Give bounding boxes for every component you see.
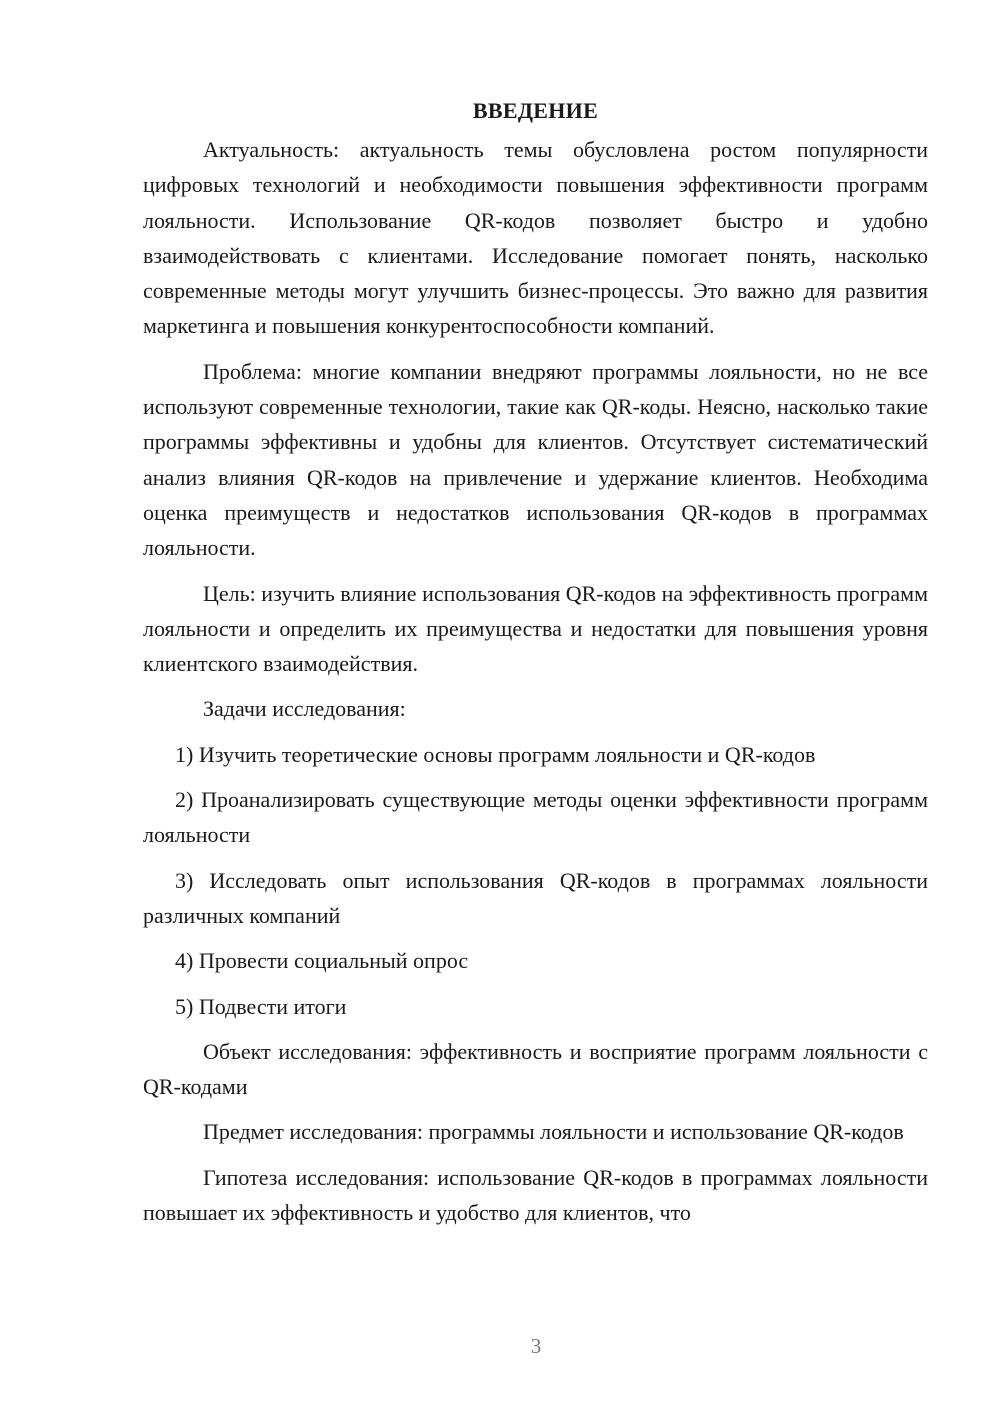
paragraph-subject: Предмет исследования: программы лояльности и использование QR-кодов	[203, 1119, 904, 1145]
paragraph-relevance: Актуальность: актуальность темы обусловлена ростом популярности цифровых технологий и необходимости повышения эффективности программ лояльности. Использование QR-кодов позволяет быстро и удобно взаимодействовать с клиентами. Исследование помогает понять, насколько современные методы могут улучшить бизнес-процессы. Это важно для развития маркетинга и повышения конкурентоспособности компаний.	[143, 137, 928, 339]
paragraph-object: Объект исследования: эффективность и восприятие программ лояльности с QR-кодами	[143, 1038, 928, 1100]
paragraph-goal: Цель: изучить влияние использования QR-кодов на эффективность программ лояльности и определить их преимущества и недостатки для повышения уровня клиентского взаимодействия.	[143, 580, 928, 677]
paragraph-hypothesis: Гипотеза исследования: использование QR-кодов в программах лояльности повышает их эффективность и удобство для клиентов, что	[143, 1164, 928, 1226]
page-number: 3	[530, 1334, 542, 1358]
task-item: 4) Провести социальный опрос	[175, 948, 469, 974]
page-content	[143, 96, 928, 1240]
section-title: ВВЕДЕНИЕ	[472, 98, 599, 123]
paragraph-problem: Проблема: многие компании внедряют программы лояльности, но не все используют современные технологии, такие как QR-коды. Неясно, насколько такие программы эффективны и удобны для клиентов. Отсутствует систематический анализ влияния QR-кодов на привлечение и удержание клиентов. Необходима оценка преимуществ и недостатков использования QR-кодов в программах лояльности.	[143, 358, 928, 561]
task-item: 2) Проанализировать существующие методы оценки эффективности программ лояльности	[143, 787, 928, 848]
task-item: 5) Подвести итоги	[175, 993, 347, 1019]
task-item: 3) Исследовать опыт использования QR-кодов в программах лояльности различных компаний	[143, 867, 928, 928]
paragraph-tasks-heading: Задачи исследования:	[203, 696, 406, 722]
task-item: 1) Изучить теоретические основы программ лояльности и QR-кодов	[175, 741, 816, 767]
